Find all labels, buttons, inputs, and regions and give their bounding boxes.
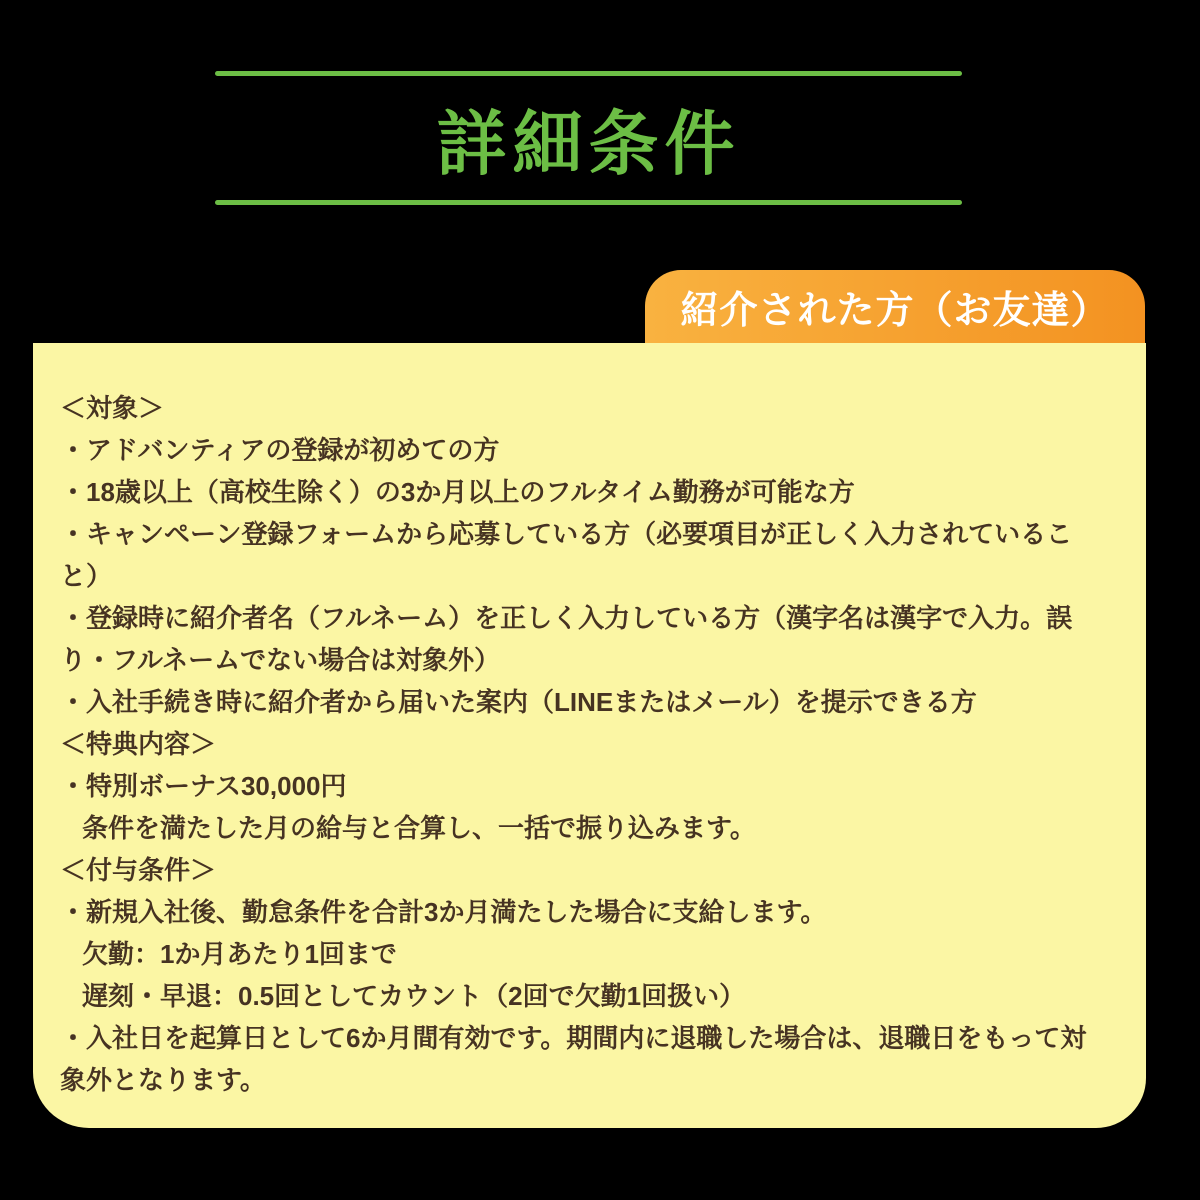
card-text-line: 欠勤：1か月あたり1回まで bbox=[82, 939, 397, 969]
conditions-card bbox=[33, 343, 1146, 1128]
conditions-text-list bbox=[60, 387, 1110, 1101]
card-text-line: ・入社手続き時に紹介者から届いた案内（LINEまたはメール）を提示できる方 bbox=[60, 687, 977, 717]
card-text-line: ・新規入社後、勤怠条件を合計3か月満たした場合に支給します。 bbox=[60, 897, 827, 927]
card-text-line: ・キャンペーン登録フォームから応募している方（必要項目が正しく入力されていること） bbox=[60, 519, 1073, 591]
card-text-line: ＜付与条件＞ bbox=[60, 855, 217, 885]
bottom-divider-line bbox=[215, 200, 962, 205]
card-text-line: ・登録時に紹介者名（フルネーム）を正しく入力している方（漢字名は漢字で入力。誤り・フルネームでない場合は対象外） bbox=[60, 603, 1073, 675]
header bbox=[215, 71, 962, 205]
page-title: 詳細条件 bbox=[436, 104, 741, 183]
card-text-line: 遅刻・早退：0.5回としてカウント（2回で欠勤1回扱い） bbox=[82, 981, 746, 1011]
card-text-line: ・特別ボーナス30,000円 bbox=[60, 771, 347, 801]
card-text-line: ＜対象＞ bbox=[60, 393, 165, 423]
card-text-line: ・入社日を起算日として6か月間有効です。期間内に退職した場合は、退職日をもって対象外となります。 bbox=[60, 1023, 1087, 1095]
referred-friend-tab bbox=[645, 270, 1145, 343]
card-text-line: ＜特典内容＞ bbox=[60, 729, 217, 759]
card-text-line: 条件を満たした月の給与と合算し、一括で振り込みます。 bbox=[82, 813, 756, 843]
card-text-line: ・18歳以上（高校生除く）の3か月以上のフルタイム勤務が可能な方 bbox=[60, 477, 855, 507]
card-text-line: ・アドバンティアの登録が初めての方 bbox=[60, 435, 500, 465]
referred-friend-tab-label: 紹介された方（お友達） bbox=[680, 290, 1110, 332]
